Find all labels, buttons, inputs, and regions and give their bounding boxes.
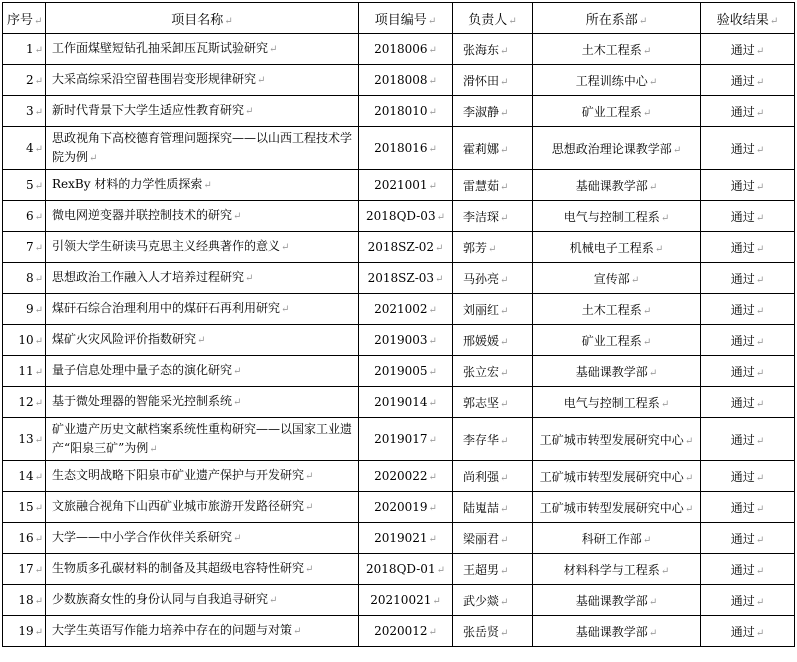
cell-result: 通过↵ [701,65,795,96]
cell-project-code: 2021001↵ [359,170,453,201]
table-row [3,263,795,294]
cell-no: 17↵ [3,554,46,585]
cell-no: 6↵ [3,201,46,232]
cell-lead: 郭芳↵ [453,232,533,263]
cell-no: 16↵ [3,523,46,554]
cell-project-code: 2018QD-01↵ [359,554,453,585]
cell-result: 通过↵ [701,263,795,294]
cell-dept: 基础课教学部↵ [533,170,701,201]
cell-result: 通过↵ [701,356,795,387]
cell-result: 通过↵ [701,232,795,263]
cell-lead: 武少燚↵ [453,585,533,616]
table-row [3,96,795,127]
header-dept: 所在系部↵ [533,3,701,34]
cell-no: 12↵ [3,387,46,418]
cell-project-name: 新时代背景下大学生适应性教育研究↵ [46,96,359,127]
cell-result: 通过↵ [701,616,795,647]
cell-lead: 滑怀田↵ [453,65,533,96]
cell-dept: 材料科学与工程系↵ [533,554,701,585]
cell-result: 通过↵ [701,294,795,325]
cell-no: 13↵ [3,418,46,461]
cell-dept: 电气与控制工程系↵ [533,387,701,418]
cell-project-name: 微电网逆变器并联控制技术的研究↵ [46,201,359,232]
cell-result: 通过↵ [701,170,795,201]
cell-project-code: 2018006↵ [359,34,453,65]
cell-no: 1↵ [3,34,46,65]
cell-project-code: 2019021↵ [359,523,453,554]
cell-result: 通过↵ [701,554,795,585]
cell-dept: 机械电子工程系↵ [533,232,701,263]
cell-project-name: 煤矿火灾风险评价指数研究↵ [46,325,359,356]
cell-project-code: 2021002↵ [359,294,453,325]
cell-dept: 电气与控制工程系↵ [533,201,701,232]
cell-dept: 基础课教学部↵ [533,356,701,387]
cell-result: 通过↵ [701,585,795,616]
table-row [3,127,795,170]
cell-project-name: 大学——中小学合作伙伴关系研究↵ [46,523,359,554]
cell-project-code: 2018008↵ [359,65,453,96]
table-row [3,170,795,201]
cell-project-name: 生态文明战略下阳泉市矿业遗产保护与开发研究↵ [46,461,359,492]
cell-dept: 矿业工程系↵ [533,96,701,127]
cell-project-code: 2020019↵ [359,492,453,523]
cell-dept: 矿业工程系↵ [533,325,701,356]
table-row [3,387,795,418]
cell-dept: 工矿城市转型发展研究中心↵ [533,461,701,492]
acceptance-results-table [2,2,795,647]
header-lead: 负责人↵ [453,3,533,34]
cell-project-code: 2018010↵ [359,96,453,127]
cell-dept: 宣传部↵ [533,263,701,294]
table-header-row [3,3,795,34]
cell-project-name: 少数族裔女性的身份认同与自我追寻研究↵ [46,585,359,616]
table-row [3,34,795,65]
cell-dept: 工程训练中心↵ [533,65,701,96]
cell-result: 通过↵ [701,34,795,65]
cell-result: 通过↵ [701,492,795,523]
cell-project-name: 煤矸石综合治理利用中的煤矸石再利用研究↵ [46,294,359,325]
cell-project-code: 2018QD-03↵ [359,201,453,232]
cell-project-name: 工作面煤壁短钻孔抽采卸压瓦斯试验研究↵ [46,34,359,65]
table-row [3,325,795,356]
table-row [3,201,795,232]
cell-project-code: 2018016↵ [359,127,453,170]
table-row [3,461,795,492]
header-result: 验收结果↵ [701,3,795,34]
cell-project-code: 2019017↵ [359,418,453,461]
cell-project-name: 生物质多孔碳材料的制备及其超级电容特性研究↵ [46,554,359,585]
cell-project-name: 量子信息处理中量子态的演化研究↵ [46,356,359,387]
cell-project-code: 2018SZ-03↵ [359,263,453,294]
cell-project-code: 2019005↵ [359,356,453,387]
cell-dept: 基础课教学部↵ [533,585,701,616]
table-row [3,554,795,585]
cell-result: 通过↵ [701,96,795,127]
cell-no: 19↵ [3,616,46,647]
table-row [3,356,795,387]
table-row [3,418,795,461]
cell-project-name: RexBy 材料的力学性质探索↵ [46,170,359,201]
cell-project-name: 矿业遗产历史文献档案系统性重构研究——以国家工业遗产“阳泉三矿”为例↵ [46,418,359,461]
cell-no: 9↵ [3,294,46,325]
cell-no: 14↵ [3,461,46,492]
cell-result: 通过↵ [701,387,795,418]
cell-project-name: 文旅融合视角下山西矿业城市旅游开发路径研究↵ [46,492,359,523]
cell-lead: 陆嵬喆↵ [453,492,533,523]
cell-result: 通过↵ [701,418,795,461]
cell-no: 5↵ [3,170,46,201]
cell-no: 10↵ [3,325,46,356]
cell-dept: 土木工程系↵ [533,34,701,65]
cell-lead: 雷慧茹↵ [453,170,533,201]
cell-project-name: 思政视角下高校德育管理问题探究——以山西工程技术学院为例↵ [46,127,359,170]
cell-dept: 工矿城市转型发展研究中心↵ [533,418,701,461]
cell-lead: 李存华↵ [453,418,533,461]
cell-result: 通过↵ [701,461,795,492]
cell-dept: 思想政治理论课教学部↵ [533,127,701,170]
cell-result: 通过↵ [701,523,795,554]
cell-lead: 梁丽君↵ [453,523,533,554]
cell-project-name: 引领大学生研读马克思主义经典著作的意义↵ [46,232,359,263]
cell-dept: 工矿城市转型发展研究中心↵ [533,492,701,523]
cell-project-code: 2020022↵ [359,461,453,492]
cell-result: 通过↵ [701,127,795,170]
cell-project-name: 基于微处理器的智能采光控制系统↵ [46,387,359,418]
cell-no: 2↵ [3,65,46,96]
table-row [3,523,795,554]
table-row [3,492,795,523]
cell-result: 通过↵ [701,201,795,232]
cell-no: 11↵ [3,356,46,387]
cell-lead: 霍莉娜↵ [453,127,533,170]
cell-no: 3↵ [3,96,46,127]
header-no: 序号↵ [3,3,46,34]
cell-lead: 刘丽红↵ [453,294,533,325]
cell-project-code: 20210021↵ [359,585,453,616]
table-row [3,616,795,647]
cell-project-code: 2018SZ-02↵ [359,232,453,263]
cell-project-code: 2020012↵ [359,616,453,647]
header-code: 项目编号↵ [359,3,453,34]
cell-lead: 李淑静↵ [453,96,533,127]
cell-dept: 土木工程系↵ [533,294,701,325]
cell-dept: 基础课教学部↵ [533,616,701,647]
cell-lead: 郭志坚↵ [453,387,533,418]
cell-lead: 张岳贤↵ [453,616,533,647]
header-name: 项目名称↵ [46,3,359,34]
cell-project-code: 2019014↵ [359,387,453,418]
table-row [3,294,795,325]
cell-no: 7↵ [3,232,46,263]
cell-lead: 马孙亮↵ [453,263,533,294]
cell-project-name: 大学生英语写作能力培养中存在的问题与对策↵ [46,616,359,647]
cell-result: 通过↵ [701,325,795,356]
cell-lead: 张海东↵ [453,34,533,65]
cell-project-name: 大采高综采沿空留巷围岩变形规律研究↵ [46,65,359,96]
cell-lead: 尚利强↵ [453,461,533,492]
table-row [3,232,795,263]
table-row [3,65,795,96]
cell-project-code: 2019003↵ [359,325,453,356]
cell-lead: 王超男↵ [453,554,533,585]
table-row [3,585,795,616]
cell-no: 8↵ [3,263,46,294]
cell-lead: 张立宏↵ [453,356,533,387]
cell-project-name: 思想政治工作融入人才培养过程研究↵ [46,263,359,294]
cell-lead: 邢媛媛↵ [453,325,533,356]
cell-dept: 科研工作部↵ [533,523,701,554]
cell-no: 4↵ [3,127,46,170]
cell-lead: 李洁琛↵ [453,201,533,232]
cell-no: 18↵ [3,585,46,616]
cell-no: 15↵ [3,492,46,523]
